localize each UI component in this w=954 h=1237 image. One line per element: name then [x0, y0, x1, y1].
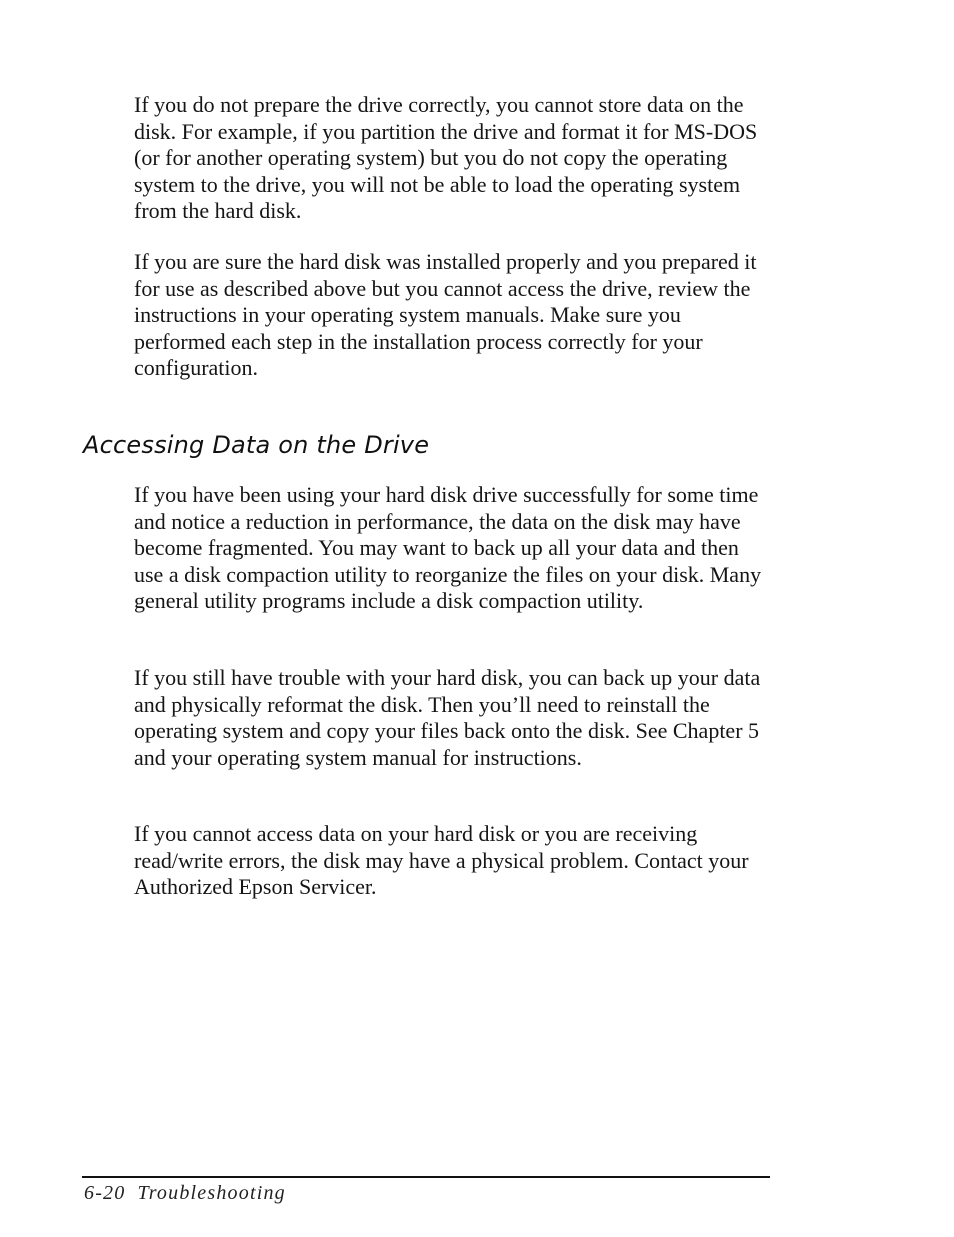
footer-rule: [82, 1176, 770, 1178]
page-footer: [84, 1180, 286, 1206]
paragraph-drive-preparation: If you do not prepare the drive correctly, you cannot store data on the disk. For example, if you partition the drive and format it for MS-DOS (or for another operating system) but you do not copy the operating system to the drive, you will not be able to load the operating system from the hard disk.: [134, 92, 758, 224]
paragraph-physical-problem: If you cannot access data on your hard disk or you are receiving read/write errors, the disk may have a physical problem. Contact your Authorized Epson Servicer.: [134, 821, 749, 900]
paragraph-installation-review: If you are sure the hard disk was installed properly and you prepared it for use as described above but you cannot access the drive, review the instructions in your operating system manuals. Make sure you performed each step in the installation process correctly for your configuration.: [134, 249, 757, 381]
paragraph-reformat: If you still have trouble with your hard disk, you can back up your data and physically reformat the disk. Then you’ll need to reinstall the operating system and copy your files back onto the disk. See Chapter 5 and your operating system manual for instructions.: [134, 665, 761, 770]
paragraph-fragmentation: If you have been using your hard disk drive successfully for some time and notice a reduction in performance, the data on the disk may have become fragmented. You may want to back up all your data and then use a disk compaction utility to reorganize the files on your disk. Many general utility programs include a disk compaction utility.: [134, 482, 762, 614]
section-heading: Accessing Data on the Drive: [83, 431, 430, 459]
page-number: 6-20: [84, 1182, 126, 1204]
chapter-title: Troubleshooting: [137, 1182, 286, 1204]
